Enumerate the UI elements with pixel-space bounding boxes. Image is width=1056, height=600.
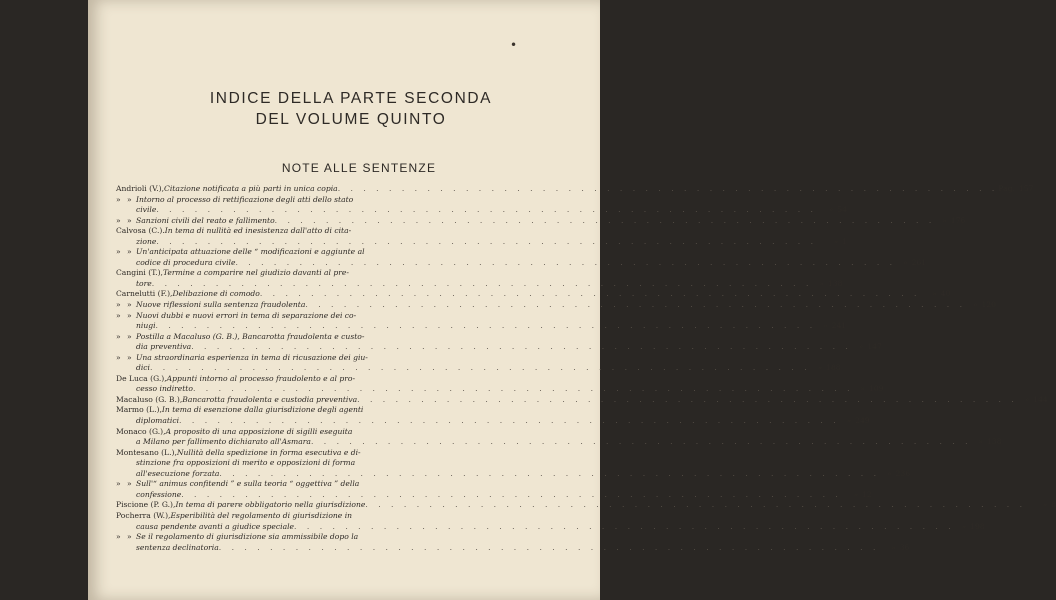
page-prefix: » xyxy=(817,363,823,373)
page-prefix: » xyxy=(972,300,978,310)
dot-leader: . . . . . . . . . . . . . . . . . . . . . . . . . . . . . . . . . . . . . . . . . . . . . . . . . . . . xyxy=(357,394,1018,404)
entry-author: Calvosa (C.). xyxy=(116,226,165,236)
index-entry-line xyxy=(116,247,520,258)
entry-title: sentenza declinatoria xyxy=(136,542,219,552)
index-entry-line xyxy=(116,427,520,438)
entry-title: Sull'“ animus confitendi ” e sulla teoria “ oggettiva ” della xyxy=(136,479,360,489)
entry-page xyxy=(812,279,842,290)
index-entry-line xyxy=(116,532,520,543)
page-number: 236 xyxy=(895,468,911,478)
entry-title: Se il regolamento di giurisdizione sia ammissibile dopo la xyxy=(136,532,359,542)
index-entry-line xyxy=(116,300,997,311)
indent xyxy=(116,522,136,533)
entry-title: niugi xyxy=(136,321,156,331)
entry-page xyxy=(854,384,884,395)
entry-title: Postilla a Macaluso (G. B.), Bancarotta fraudolenta e custo- xyxy=(136,331,365,341)
entry-page xyxy=(1018,395,1048,406)
index-entry-line xyxy=(116,215,966,227)
entry-title: diplomatici xyxy=(136,416,180,426)
index-entry-line xyxy=(116,458,520,469)
index-entry-line xyxy=(116,278,843,290)
index-entry-line xyxy=(116,226,520,237)
book-page xyxy=(88,0,1056,600)
entry-page xyxy=(920,289,950,300)
entry-page xyxy=(896,258,926,269)
heading-line-2: DEL VOLUME QUINTO xyxy=(255,111,447,128)
dot-leader: . . . . . . . . . . . . . . . . . . . . . . . . . . . . . . . . . . . . . . . . . . . . . . . . . . . . xyxy=(155,321,817,331)
page-prefix: » xyxy=(846,416,852,426)
page-prefix: » xyxy=(886,468,892,478)
entry-title: stinzione fra opposizioni di merito e opposizioni di forma xyxy=(136,458,356,468)
page-number: 1 xyxy=(842,236,848,246)
page-prefix: » xyxy=(833,236,839,246)
entry-page xyxy=(1026,500,1056,511)
index-entry-line xyxy=(116,289,951,300)
index-heading xyxy=(88,88,600,130)
dot-leader: . . . . . . . . . . . . . . . . . . . . . . . . . . . . . . . . . . . . . . . . . . . . . . . . . . . . xyxy=(181,489,842,499)
indent xyxy=(116,384,136,395)
index-entry-line xyxy=(116,448,520,459)
page-number: 188 xyxy=(826,363,841,373)
index-entry-line xyxy=(116,268,520,279)
index-entry-line xyxy=(116,374,520,385)
entry-author: Cangini (T.), xyxy=(116,268,163,278)
dot-leader: . . . . . . . . . . . . . . . . . . . . . . . . . . . . . . . . . . . . . . . . . . . . . . . . . . . . xyxy=(156,205,817,215)
entry-title: dici xyxy=(136,363,150,373)
dot-leader: . . . . . . . . . . . . . . . . . . . . . . . . . . . . . . . . . . . . . . . . . . . . . . . . . . . . xyxy=(294,521,955,531)
indent xyxy=(116,363,136,374)
indent xyxy=(116,279,136,290)
entry-author: Carnelutti (F.), xyxy=(116,289,173,299)
index-entry-line xyxy=(116,405,520,416)
ditto-mark: » » xyxy=(116,331,134,341)
page-number: 12 xyxy=(862,489,872,499)
index-entry-line xyxy=(116,184,1034,195)
entry-page xyxy=(972,437,1002,448)
entry-page xyxy=(811,363,841,374)
entry-title: a Milano per fallimento dichiarato all'Asmara xyxy=(136,437,311,447)
index-entry-line xyxy=(116,195,520,206)
entry-page xyxy=(955,522,985,533)
entry-title: In tema di esenzione dalla giurisdizione degli agenti xyxy=(161,405,364,415)
entry-author: Monaco (G.), xyxy=(116,426,166,436)
page-number: 261 xyxy=(911,257,927,267)
entry-page xyxy=(817,237,847,248)
entry-title: A proposito di una apposizione di sigilli eseguita xyxy=(165,426,353,436)
indent xyxy=(116,490,136,501)
entry-page xyxy=(817,205,847,216)
dot-leader: . . . . . . . . . . . . . . . . . . . . . . . . . . . . . . . . . . . . . . . . . . . . . . . . . . . . xyxy=(192,384,854,394)
page-number: 241 xyxy=(831,321,847,331)
dot-leader: . . . . . . . . . . . . . . . . . . . . . . . . . . . . . . . . . . . . . . . . . . . . . . . . . . . . xyxy=(259,289,921,299)
indent xyxy=(116,458,136,469)
entry-title: Nullità della spedizione in forma esecutiva e di- xyxy=(176,447,361,457)
entry-author: De Luca (G.), xyxy=(116,373,167,383)
ditto-mark: » » xyxy=(116,310,134,320)
page-number: 109 xyxy=(869,384,884,394)
page-prefix: » xyxy=(978,437,984,447)
index-entry-line xyxy=(116,468,911,480)
page-number: 8 xyxy=(1051,500,1056,510)
ditto-mark: » » xyxy=(116,352,134,362)
entry-title: In tema di nullità ed inesistenza dall'atto di cita- xyxy=(164,226,352,236)
index-entry-line xyxy=(116,479,520,490)
page-number: 40 xyxy=(940,289,951,299)
index-entry-line xyxy=(116,321,847,332)
page-number: 144 xyxy=(1033,394,1048,404)
page-prefix: » xyxy=(961,521,967,531)
page-number: 138 xyxy=(987,437,1002,447)
entry-title: Una straordinaria esperienza in tema di ricusazione dei giu- xyxy=(136,352,368,362)
index-entry-line xyxy=(116,311,520,322)
index-entry-line xyxy=(116,521,985,533)
dot-leader: . . . . . . . . . . . . . . . . . . . . . . . . . . . . . . . . . . . . . . . . . . . . . . . . . . . . xyxy=(365,500,1027,510)
section-title: NOTE ALLE SENTENZE xyxy=(281,161,437,175)
page-number: 147 xyxy=(867,342,882,352)
entry-title: dia preventiva xyxy=(136,342,192,352)
entry-page xyxy=(935,216,965,227)
entry-page xyxy=(816,321,846,332)
index-entry-line xyxy=(116,384,884,395)
index-entry-line xyxy=(116,542,910,554)
ditto-mark: » » xyxy=(116,247,134,257)
entry-title: codice di procedura civile xyxy=(136,257,236,267)
entry-title: Nuovi dubbi e nuovi errori in tema di separazione dei co- xyxy=(136,310,357,320)
entry-title: Esperibilità del regolamento di giurisdizione in xyxy=(170,510,353,520)
entry-title: Citazione notificata a più parti in unica copia xyxy=(164,184,338,193)
ditto-mark: » » xyxy=(116,532,134,542)
page-prefix: » xyxy=(891,542,896,552)
entry-title: Intorno al processo di rettificazione degli atti dello stato xyxy=(136,194,354,204)
dot-leader: . . . . . . . . . . . . . . . . . . . . . . . . . . . . . . . . . . . . . . . . . . . . . . . . . . . . xyxy=(149,363,811,373)
page-number: 198 xyxy=(970,521,985,531)
page-number: 36 xyxy=(899,542,910,552)
entry-author: Marmo (L.), xyxy=(116,405,162,415)
ditto-mark: » » xyxy=(116,215,134,225)
page-number: 176 xyxy=(950,215,966,225)
index-entry-line xyxy=(116,257,927,269)
entry-title: Appunti intorno al processo fraudolento e al pro- xyxy=(166,373,356,383)
entry-page xyxy=(880,469,910,480)
page-prefix: » xyxy=(822,321,828,331)
page-prefix: » xyxy=(1024,394,1030,404)
index-entry-line xyxy=(116,511,520,522)
entry-title: Sanzioni civili del reato e fallimento xyxy=(136,215,275,225)
dot-leader: . . . . . . . . . . . . . . . . . . . . . . . . . . . . . . . . . . . . . . . . . . . . . . . . . . . . xyxy=(179,416,840,426)
page-number: 249 xyxy=(855,416,870,426)
page-prefix: » xyxy=(853,489,859,499)
dot-leader: . . . . . . . . . . . . . . . . . . . . . . . . . . . . . . . . . . . . . . . . . . . . . . . . . . . . xyxy=(337,184,999,193)
indent xyxy=(116,237,136,248)
page-number: 54 xyxy=(837,205,847,215)
index-entry-line xyxy=(116,205,847,216)
page-prefix: » xyxy=(932,289,937,299)
indent xyxy=(116,258,136,269)
page-prefix: » xyxy=(942,215,947,225)
entry-title: Nuove riflessioni sulla sentenza fraudolenta xyxy=(136,300,306,310)
index-entry-line xyxy=(116,416,870,427)
indent xyxy=(116,342,136,353)
dot-leader: . . . . . . . . . . . . . . . . . . . . . . . . . . . . . . . . . . . . . . . . . . . . . . . . . . . . xyxy=(310,437,972,447)
page-prefix: » xyxy=(858,342,864,352)
entry-title: causa pendente avanti a giudice speciale xyxy=(136,521,295,531)
entry-page xyxy=(840,416,870,427)
entry-title: cesso indiretto xyxy=(136,384,193,394)
entry-title: zione xyxy=(136,236,157,246)
entry-author: Montesano (L.), xyxy=(116,447,177,457)
indent xyxy=(116,321,136,332)
entry-page xyxy=(852,342,882,353)
entry-author: Piscione (P. G.), xyxy=(116,500,176,510)
entry-page xyxy=(879,543,909,554)
dot-leader: . . . . . . . . . . . . . . . . . . . . . . . . . . . . . . . . . . . . . . . . . . . . . . . . . . . . xyxy=(274,215,936,225)
page-mark: • xyxy=(510,38,518,52)
ditto-mark: » » xyxy=(116,300,134,310)
indent xyxy=(116,469,136,480)
dot-leader: . . . . . . . . . . . . . . . . . . . . . . . . . . . . . . . . . . . . . . . . . . . . . . . . . . . . xyxy=(191,342,852,352)
index-entry-line xyxy=(116,332,520,343)
index-entry-line xyxy=(116,489,872,501)
page-prefix: » xyxy=(902,257,908,267)
entry-title: Termine a comparire nel giudizio davanti al pre- xyxy=(162,268,349,278)
page-prefix: » xyxy=(819,278,824,288)
ditto-mark: » » xyxy=(116,479,134,489)
index-entry-line xyxy=(116,342,882,353)
index-entry-line xyxy=(116,236,848,248)
dot-leader: . . . . . . . . . . . . . . . . . . . . . . . . . . . . . . . . . . . . . . . . . . . . . . . . . . . . xyxy=(151,278,813,288)
dot-leader: . . . . . . . . . . . . . . . . . . . . . . . . . . . . . . . . . . . . . . . . . . . . . . . . . . . . xyxy=(219,468,881,478)
dot-leader: . . . . . . . . . . . . . . . . . . . . . . . . . . . . . . . . . . . . . . . . . . . . . . . . . . . . xyxy=(235,257,897,267)
entry-page xyxy=(966,300,996,311)
indent xyxy=(116,416,136,427)
entry-author: Macaluso (G. B.), xyxy=(116,394,183,404)
page-number: 120 xyxy=(981,300,997,310)
dot-leader: . . . . . . . . . . . . . . . . . . . . . . . . . . . . . . . . . . . . . . . . . . . . . . . . . . . . xyxy=(305,300,967,310)
indent xyxy=(116,543,136,554)
entry-title: civile xyxy=(136,205,157,215)
ditto-mark: » » xyxy=(116,194,134,204)
dot-leader: . . . . . . . . . . . . . . . . . . . . . . . . . . . . . . . . . . . . . . . . . . . . . . . . . . . . xyxy=(218,542,880,552)
page-number: 157 xyxy=(1018,184,1034,193)
entry-title: Bancarotta fraudolenta e custodia preventiva xyxy=(182,394,358,404)
index-entry-line xyxy=(116,500,1056,511)
index-entry-line xyxy=(116,353,520,364)
page-prefix: » xyxy=(860,384,866,394)
heading-line-1: INDICE DELLA PARTE SECONDA xyxy=(209,90,493,107)
entry-author: Pocherra (W.), xyxy=(116,510,171,520)
index-entry-line xyxy=(116,363,841,374)
page-number: 138 xyxy=(827,278,843,288)
entry-author: Andrioli (V.), xyxy=(116,184,165,193)
index-entry-line xyxy=(116,394,1048,406)
entry-title: confessione xyxy=(136,489,182,499)
entry-title: In tema di parere obbligatorio nella giurisdizione xyxy=(175,500,366,510)
entry-title: Un'anticipata attuazione delle “ modificazioni e aggiunte al xyxy=(136,247,365,257)
entry-title: tore xyxy=(136,278,152,288)
entry-title: Delibazione di comodo xyxy=(172,289,260,299)
page-prefix: » xyxy=(1042,500,1048,510)
page-prefix: » xyxy=(828,205,834,215)
entry-page xyxy=(842,490,872,501)
index-entry-line xyxy=(116,437,1002,448)
page-prefix: Pag. xyxy=(998,184,1015,193)
indent xyxy=(116,437,136,448)
entry-page xyxy=(998,184,1033,195)
indent xyxy=(116,205,136,216)
dot-leader: . . . . . . . . . . . . . . . . . . . . . . . . . . . . . . . . . . . . . . . . . . . . . . . . . . . . xyxy=(156,236,818,246)
entry-list xyxy=(116,184,1056,553)
entry-title: all'esecuzione forzata xyxy=(136,468,220,478)
